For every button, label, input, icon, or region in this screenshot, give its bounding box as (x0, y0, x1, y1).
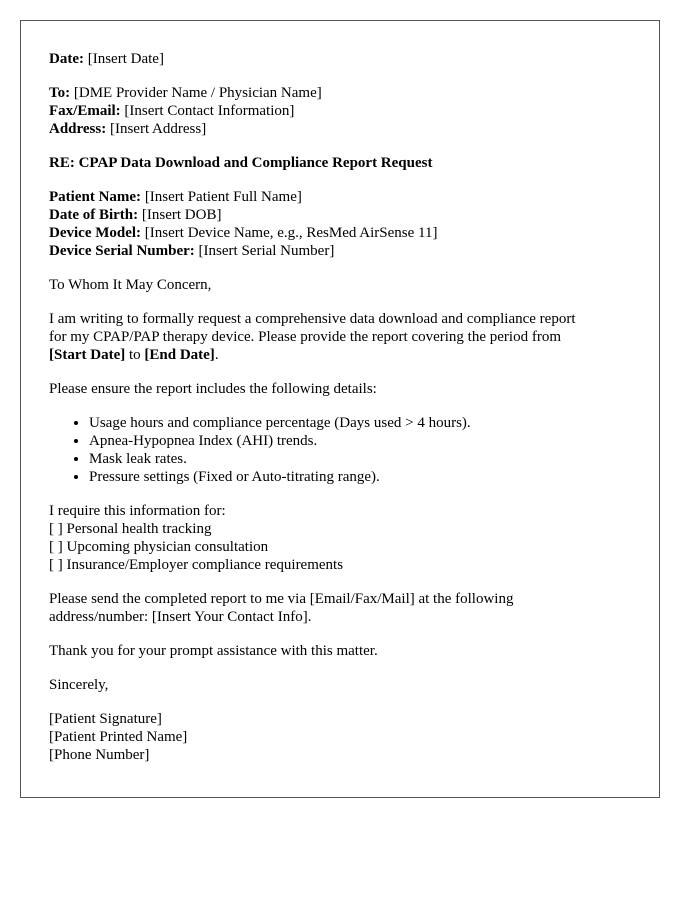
details-intro: Please ensure the report includes the following details: (49, 381, 377, 397)
start-date-placeholder: [Start Date] (49, 347, 126, 363)
delivery-paragraph (49, 590, 631, 626)
device-serial-label: Device Serial Number: (49, 243, 195, 259)
purpose-option-insurance: [ ] Insurance/Employer compliance requirements (49, 557, 344, 573)
thanks-paragraph: Thank you for your prompt assistance with this matter. (49, 643, 378, 659)
patient-name-value: [Insert Patient Full Name] (141, 189, 302, 205)
list-item: • Pressure settings (Fixed or Auto-titrating range). (89, 468, 631, 486)
recipient-contact-label: Fax/Email: (49, 103, 121, 119)
signature-block (49, 710, 631, 764)
recipient-address-value: [Insert Address] (106, 121, 207, 137)
patient-dob-label: Date of Birth: (49, 207, 139, 223)
closing: Sincerely, (49, 677, 109, 693)
date-line (49, 50, 631, 68)
intro-line-1: I am writing to formally request a comprehensive data download and compliance report (49, 311, 576, 327)
device-model-line (49, 224, 631, 242)
purpose-block (49, 502, 631, 574)
printed-name-placeholder: [Patient Printed Name] (49, 729, 188, 745)
device-model-value: [Insert Device Name, e.g., ResMed AirSense 11] (141, 225, 438, 241)
patient-info-block (49, 188, 631, 260)
list-item: • Usage hours and compliance percentage (Days used > 4 hours). (89, 414, 631, 432)
recipient-address-label: Address: (49, 121, 107, 137)
patient-name-label: Patient Name: (49, 189, 142, 205)
device-model-label: Device Model: (49, 225, 142, 241)
date-value: [Insert Date] (83, 51, 164, 67)
patient-dob-line (49, 206, 631, 224)
delivery-line-1: Please send the completed report to me via [Email/Fax/Mail] at the following (49, 591, 514, 607)
salutation: To Whom It May Concern, (49, 277, 212, 293)
patient-name-line (49, 188, 631, 206)
intro-to-word: to (125, 347, 145, 363)
purpose-intro: I require this information for: (49, 503, 226, 519)
signature-placeholder: [Patient Signature] (49, 711, 162, 727)
intro-period: . (214, 347, 219, 363)
patient-dob-value: [Insert DOB] (138, 207, 222, 223)
list-item: • Apnea-Hypopnea Index (AHI) trends. (89, 432, 631, 450)
recipient-contact-value: [Insert Contact Information] (120, 103, 295, 119)
details-list (49, 414, 631, 486)
recipient-address-line (49, 120, 631, 138)
date-label: Date: (49, 51, 84, 67)
recipient-to-label: To: (49, 85, 71, 101)
recipient-contact-line (49, 102, 631, 120)
phone-number-placeholder: [Phone Number] (49, 747, 150, 763)
intro-paragraph (49, 310, 631, 364)
intro-line-3 (49, 346, 631, 364)
recipient-to-line (49, 84, 631, 102)
subject-line: RE: CPAP Data Download and Compliance Report Request (49, 155, 433, 171)
letter-document (20, 20, 660, 798)
purpose-option-physician: [ ] Upcoming physician consultation (49, 539, 269, 555)
recipient-to-value: [DME Provider Name / Physician Name] (70, 85, 322, 101)
recipient-block (49, 84, 631, 138)
intro-line-2: for my CPAP/PAP therapy device. Please provide the report covering the period from (49, 329, 561, 345)
list-item: • Mask leak rates. (89, 450, 631, 468)
delivery-line-2: address/number: [Insert Your Contact Info]. (49, 609, 312, 625)
device-serial-line (49, 242, 631, 260)
device-serial-value: [Insert Serial Number] (194, 243, 335, 259)
date-block (49, 50, 631, 68)
end-date-placeholder: [End Date] (144, 347, 215, 363)
purpose-option-personal: [ ] Personal health tracking (49, 521, 212, 537)
